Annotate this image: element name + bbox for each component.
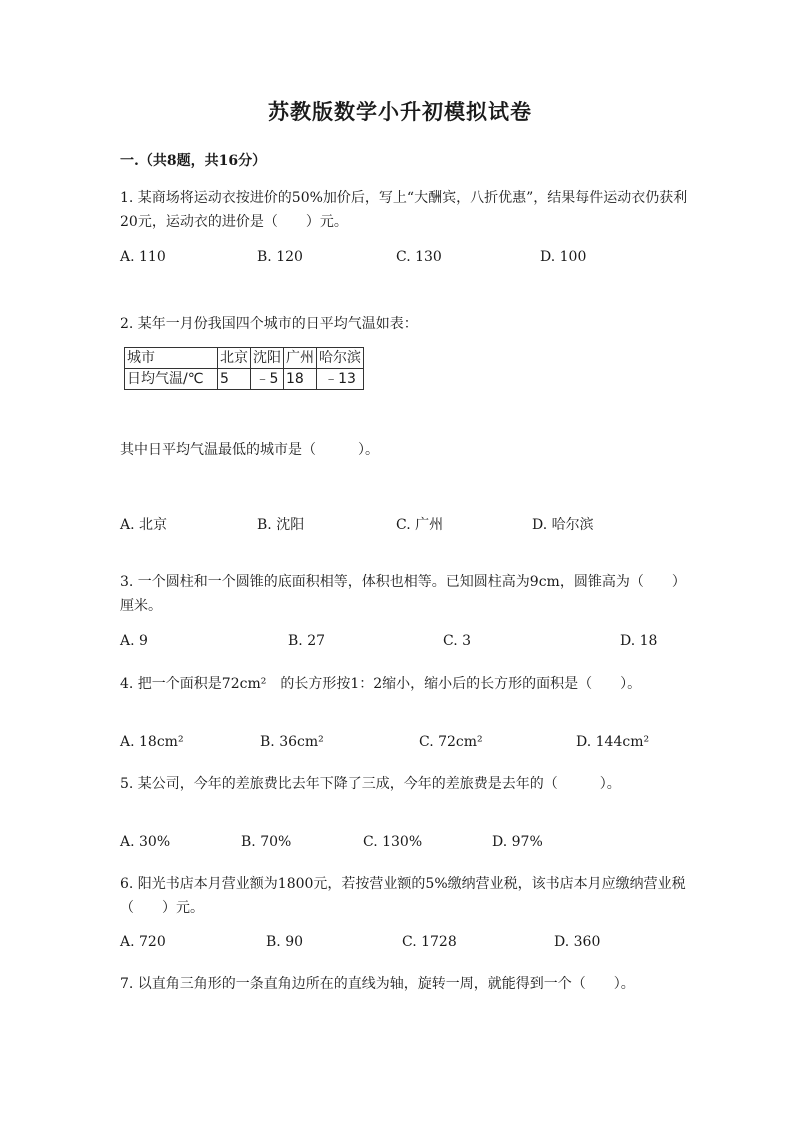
option-c[interactable]: C. 130%: [363, 834, 423, 850]
option-b[interactable]: B. 90: [266, 934, 304, 950]
option-b[interactable]: B. 27: [288, 633, 326, 649]
question-6-options: [120, 934, 700, 954]
option-c[interactable]: C. 72cm²: [419, 734, 483, 750]
question-5-options: [120, 834, 700, 854]
option-d[interactable]: D. 18: [620, 633, 658, 649]
option-d[interactable]: D. 144cm²: [576, 734, 650, 750]
option-a[interactable]: A. 30%: [120, 834, 171, 850]
option-d[interactable]: D. 100: [540, 249, 587, 265]
option-a[interactable]: A. 110: [120, 249, 166, 265]
option-b[interactable]: B. 70%: [241, 834, 292, 850]
option-b[interactable]: B. 120: [257, 249, 303, 265]
option-d[interactable]: D. 360: [554, 934, 601, 950]
table-cell: 城市: [125, 348, 218, 369]
table-cell: ﹣5: [251, 369, 284, 390]
option-a[interactable]: A. 北京: [120, 517, 168, 533]
question-3-options: [120, 633, 700, 653]
option-a[interactable]: A. 720: [120, 934, 166, 950]
table-row: [125, 369, 364, 390]
question-1-options: [120, 249, 700, 269]
table-cell: 沈阳: [251, 348, 284, 369]
page-title: 苏教版数学小升初模拟试卷: [268, 99, 532, 124]
table-cell: ﹣13: [317, 369, 364, 390]
question-3: 3. 一个圆柱和一个圆锥的底面积相等，体积也相等。已知圆柱高为9cm，圆锥高为（ ）厘米。: [120, 574, 686, 614]
temperature-table: [124, 347, 364, 390]
question-2-prompt: 其中日平均气温最低的城市是（ ）。: [120, 442, 379, 458]
question-4-options: [120, 734, 700, 754]
option-b[interactable]: B. 36cm²: [260, 734, 324, 750]
question-1: 1. 某商场将运动衣按进价的50%加价后，写上“大酬宾，八折优惠”，结果每件运动衣仍获利20元，运动衣的进价是（ ）元。: [120, 190, 688, 230]
question-2: 2. 某年一月份我国四个城市的日平均气温如表：: [120, 316, 418, 332]
question-5: 5. 某公司，今年的差旅费比去年下降了三成，今年的差旅费是去年的（ ）。: [120, 776, 621, 792]
table-cell: 18: [284, 369, 317, 390]
section-heading: 一.（共8题，共16分）: [120, 153, 267, 169]
option-d[interactable]: D. 97%: [492, 834, 543, 850]
table-header-row: [125, 348, 364, 369]
table-cell: 广州: [284, 348, 317, 369]
option-b[interactable]: B. 沈阳: [257, 517, 305, 533]
question-6: 6. 阳光书店本月营业额为1800元，若按营业额的5%缴纳营业税，该书店本月应缴纳营业税（ ）元。: [120, 876, 686, 916]
option-c[interactable]: C. 广州: [396, 517, 444, 533]
table-cell: 北京: [218, 348, 251, 369]
option-c[interactable]: C. 3: [443, 633, 472, 649]
table-cell: 5: [218, 369, 251, 390]
option-d[interactable]: D. 哈尔滨: [532, 517, 594, 533]
question-4: 4. 把一个面积是72cm² 的长方形按1：2缩小，缩小后的长方形的面积是（ ）。: [120, 676, 642, 692]
option-a[interactable]: A. 9: [120, 633, 148, 649]
table-cell: 哈尔滨: [317, 348, 364, 369]
option-c[interactable]: C. 1728: [402, 934, 457, 950]
option-a[interactable]: A. 18cm²: [120, 734, 184, 750]
option-c[interactable]: C. 130: [396, 249, 442, 265]
question-7: 7. 以直角三角形的一条直角边所在的直线为轴，旋转一周，就能得到一个（ ）。: [120, 976, 635, 992]
table-cell: 日均气温/℃: [125, 369, 218, 390]
question-2-options: [120, 514, 700, 534]
